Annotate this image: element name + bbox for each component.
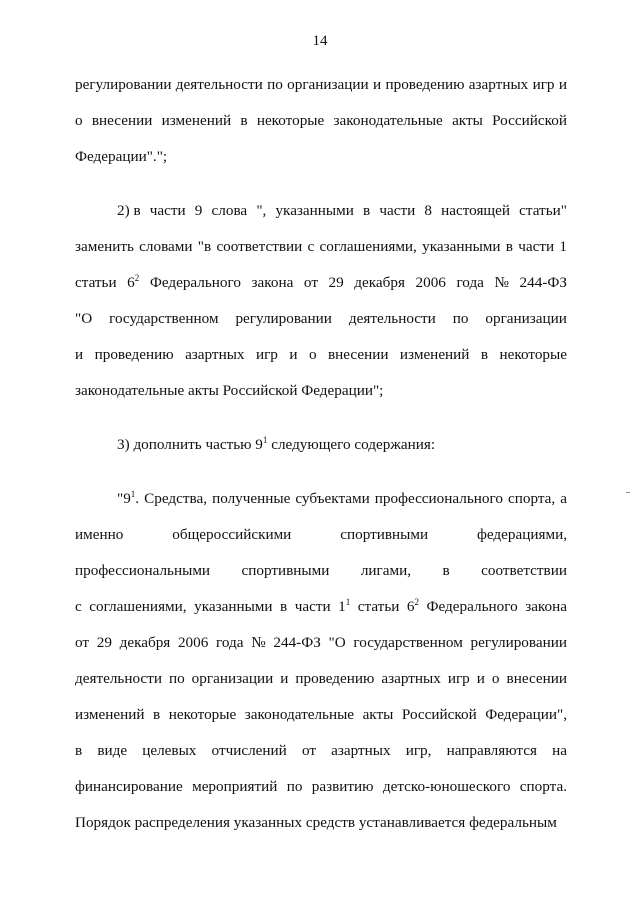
- paragraph-1: [75, 67, 567, 175]
- word: соответствии: [481, 562, 567, 579]
- scan-mark: [626, 492, 630, 493]
- word: закона: [251, 274, 294, 291]
- word: азартных: [185, 346, 245, 363]
- word: изменений: [399, 346, 470, 363]
- paragraph-2: [75, 193, 567, 409]
- word: части: [379, 202, 416, 219]
- line-text: Порядок распределения указанных средств устанавливается федеральным: [75, 814, 557, 831]
- word: 2006: [415, 274, 446, 291]
- text-segment: следующего содержания:: [267, 436, 436, 453]
- superscript: 2: [414, 597, 419, 607]
- word: внесении: [328, 346, 389, 363]
- word: законодательные: [333, 112, 443, 129]
- line-text: [75, 589, 567, 625]
- word: 244-ФЗ: [519, 274, 567, 291]
- word: организации: [485, 310, 567, 327]
- word: игр: [255, 346, 278, 363]
- superscript: 2: [134, 273, 140, 283]
- word: от: [301, 742, 316, 759]
- word: акты: [452, 112, 483, 129]
- word: декабря: [354, 274, 405, 291]
- text-segment: "9: [117, 490, 131, 507]
- word: именно: [75, 526, 124, 543]
- word: игр,: [405, 742, 432, 759]
- paragraph-line: [75, 517, 567, 553]
- paragraph-gap: [75, 175, 567, 193]
- word: в: [75, 742, 83, 759]
- word: изменений: [161, 112, 232, 129]
- paragraph-4: [75, 481, 567, 841]
- superscript: 1: [345, 597, 351, 607]
- line-text: деятельности по организации и проведению азартных игр и о внесении: [75, 670, 567, 687]
- word: 29: [328, 274, 344, 291]
- paragraph-line: [75, 373, 567, 409]
- superscript: 1: [262, 435, 268, 445]
- word: направляются: [446, 742, 537, 759]
- word: в: [363, 202, 371, 219]
- word: регулировании: [235, 310, 332, 327]
- paragraph-line: [75, 67, 567, 103]
- word: азартных: [331, 742, 391, 759]
- paragraph-line: [75, 733, 567, 769]
- paragraph-line: [75, 661, 567, 697]
- text-segment: 3) дополнить частью 9: [117, 436, 263, 453]
- word: 2) в: [117, 202, 141, 219]
- word: по: [452, 310, 469, 327]
- word: внесении: [91, 112, 153, 129]
- word: проведению: [94, 346, 174, 363]
- word: статьи: [75, 274, 117, 291]
- paragraph-line: [75, 481, 567, 517]
- paragraph-line: [75, 697, 567, 733]
- paragraph-line: [75, 769, 567, 805]
- word: №: [494, 274, 509, 291]
- word: Российской: [492, 112, 567, 129]
- line-text: [117, 427, 435, 463]
- word: спортивными: [340, 526, 429, 543]
- paragraph-line: [75, 589, 567, 625]
- paragraph-line: [75, 229, 567, 265]
- word: "О: [75, 310, 93, 327]
- word: и: [75, 346, 84, 363]
- paragraph-gap: [75, 409, 567, 427]
- paragraph-line: [75, 265, 567, 301]
- text-segment: Федерального закона: [419, 598, 567, 615]
- superscript: 1: [130, 489, 136, 499]
- word: целевых: [142, 742, 197, 759]
- word: указанными: [275, 202, 354, 219]
- text-segment: с соглашениями, указанными в части 1: [75, 598, 346, 615]
- paragraph-line: [75, 625, 567, 661]
- word: от: [303, 274, 318, 291]
- paragraph-line: [75, 301, 567, 337]
- paragraph-line: [75, 805, 567, 841]
- paragraph-line: [75, 553, 567, 589]
- word: части: [149, 202, 186, 219]
- line-text: [117, 481, 567, 517]
- line-text: законодательные акты Российской Федерации";: [75, 382, 384, 399]
- word: о: [75, 112, 83, 129]
- paragraph-gap: [75, 463, 567, 481]
- paragraph-line: [75, 103, 567, 139]
- word: Федерального: [149, 274, 241, 291]
- word: в: [442, 562, 450, 579]
- word: некоторые: [256, 112, 325, 129]
- text-segment: статьи 6: [350, 598, 415, 615]
- word: настоящей: [441, 202, 510, 219]
- word: виде: [97, 742, 128, 759]
- word-with-superscript: [127, 265, 139, 301]
- word: года: [456, 274, 484, 291]
- word: государственном: [109, 310, 219, 327]
- word: отчислений: [211, 742, 287, 759]
- paragraph-line: [75, 427, 567, 463]
- text-segment: . Средства, полученные субъектами профессионального спорта, а: [135, 490, 567, 507]
- document-body: [75, 67, 567, 841]
- word: деятельности: [348, 310, 436, 327]
- line-text: от 29 декабря 2006 года № 244-ФЗ "О государственном регулировании: [75, 634, 567, 651]
- word: ",: [256, 202, 267, 219]
- word: на: [552, 742, 567, 759]
- word: статьи": [519, 202, 567, 219]
- word: о: [308, 346, 317, 363]
- paragraph-line: [75, 139, 567, 175]
- word: 8: [424, 202, 432, 219]
- word: слова: [211, 202, 248, 219]
- word: общероссийскими: [172, 526, 292, 543]
- paragraph-line: [75, 193, 567, 229]
- page-number: 14: [312, 33, 328, 49]
- word: профессиональными: [75, 562, 211, 579]
- word: некоторые: [499, 346, 567, 363]
- line-text: заменить словами "в соответствии с соглашениями, указанными в части 1: [75, 238, 567, 255]
- line-text: финансирование мероприятий по развитию детско-юношеского спорта.: [75, 778, 567, 795]
- word: спортивными: [241, 562, 330, 579]
- word: федерациями,: [477, 526, 567, 543]
- word: в: [240, 112, 248, 129]
- paragraph-line: [75, 337, 567, 373]
- line-text: регулировании деятельности по организации и проведению азартных игр и: [75, 76, 567, 93]
- word: 9: [194, 202, 203, 219]
- word: 6: [127, 274, 135, 291]
- paragraph-3: [75, 427, 567, 463]
- word: в: [480, 346, 489, 363]
- word: и: [289, 346, 298, 363]
- word: лигами,: [360, 562, 412, 579]
- line-text: изменений в некоторые законодательные акты Российской Федерации",: [75, 706, 567, 723]
- line-text: Федерации".";: [75, 148, 168, 165]
